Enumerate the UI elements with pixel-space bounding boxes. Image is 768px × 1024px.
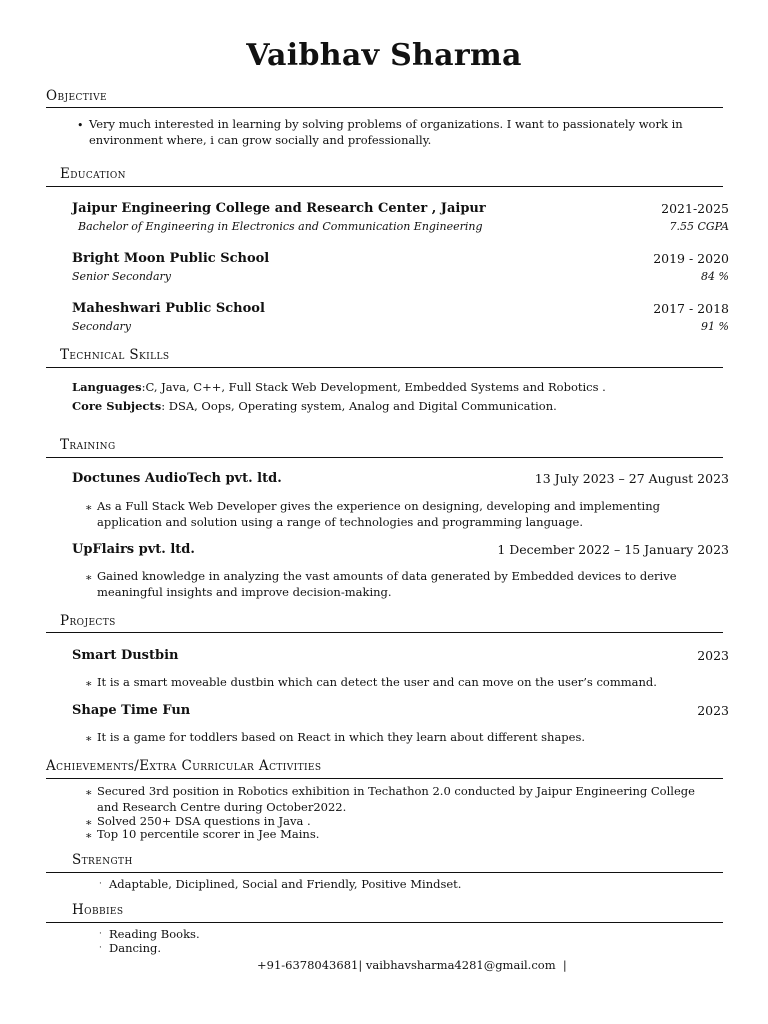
star-bullet-icon: ∗: [85, 677, 93, 690]
project-year: 2023: [697, 648, 729, 663]
skills-languages: [72, 380, 606, 396]
education-school: Maheshwari Public School: [72, 301, 265, 316]
achievement-item: Solved 250+ DSA questions in Java .: [97, 814, 311, 828]
project-year: 2023: [697, 703, 729, 718]
skills-core: [72, 399, 557, 415]
training-company: Doctunes AudioTech pvt. ltd.: [72, 471, 282, 486]
project-desc: It is a game for toddlers based on React in which they learn about different shapes.: [97, 730, 586, 744]
education-dates: 2017 - 2018: [653, 301, 729, 316]
section-title-education: Education: [60, 166, 126, 182]
candidate-name: Vaibhav Sharma: [246, 38, 522, 73]
dot-bullet-icon: ·: [99, 943, 102, 953]
section-title-training: Training: [60, 437, 116, 453]
section-title-objective: Objective: [46, 88, 107, 104]
star-bullet-icon: ∗: [85, 786, 93, 799]
contact-phone[interactable]: +91-6378043681: [257, 958, 359, 972]
skills-languages-text: :C, Java, C++, Full Stack Web Development, Embedded Systems and Robotics .: [141, 380, 606, 394]
hobby-item: Reading Books.: [109, 927, 200, 941]
education-degree: Secondary: [72, 320, 131, 333]
section-title-achievements: Achievements/Extra Curricular Activities: [46, 758, 322, 774]
project-name: Smart Dustbin: [72, 648, 179, 663]
star-bullet-icon: ∗: [85, 501, 93, 514]
skills-core-label: Core Subjects: [72, 399, 162, 413]
dot-bullet-icon: ·: [99, 879, 102, 889]
star-bullet-icon: ∗: [85, 571, 93, 584]
skills-core-text: : DSA, Oops, Operating system, Analog and Digital Communication.: [161, 399, 557, 413]
section-rule-skills: [46, 367, 723, 368]
section-rule-achievements: [46, 778, 723, 779]
bullet-icon: •: [77, 119, 84, 132]
training-dates: 1 December 2022 – 15 January 2023: [497, 542, 729, 557]
hobby-item: Dancing.: [109, 941, 162, 955]
achievement-item: Top 10 percentile scorer in Jee Mains.: [97, 827, 320, 841]
star-bullet-icon: ∗: [85, 816, 93, 829]
contact-email[interactable]: vaibhavsharma4281@gmail.com: [365, 958, 556, 972]
section-title-projects: Projects: [60, 613, 116, 629]
training-company: UpFlairs pvt. ltd.: [72, 542, 195, 557]
training-dates: 13 July 2023 – 27 August 2023: [534, 471, 729, 486]
section-title-hobbies: Hobbies: [72, 902, 124, 918]
education-degree: Senior Secondary: [72, 270, 172, 283]
star-bullet-icon: ∗: [85, 829, 93, 842]
section-rule-objective: [46, 107, 723, 108]
objective-text: Very much interested in learning by solving problems of organizations. I want to passionately work in environment where, i can grow socially and professionally.: [89, 117, 683, 147]
education-score: 84 %: [701, 270, 729, 283]
education-score: 7.55 CGPA: [669, 220, 729, 233]
training-desc: Gained knowledge in analyzing the vast amounts of data generated by Embedded devices to derive meaningful insights and improve decision-making.: [97, 569, 677, 599]
star-bullet-icon: ∗: [85, 732, 93, 745]
section-rule-education: [46, 186, 723, 187]
education-score: 91 %: [701, 320, 729, 333]
section-rule-hobbies: [46, 922, 723, 923]
education-degree: Bachelor of Engineering in Electronics and Communication Engineering: [78, 220, 483, 233]
training-desc: As a Full Stack Web Developer gives the experience on designing, developing and implementing application and solution using a range of technologies and programming language.: [97, 499, 660, 529]
education-dates: 2021-2025: [661, 201, 729, 216]
section-rule-projects: [46, 632, 723, 633]
project-desc: It is a smart moveable dustbin which can detect the user and can move on the user’s command.: [97, 675, 657, 689]
project-name: Shape Time Fun: [72, 703, 191, 718]
section-rule-training: [46, 457, 723, 458]
section-title-skills: Technical Skills: [60, 347, 170, 363]
contact-line: [257, 958, 567, 974]
education-dates: 2019 - 2020: [653, 251, 729, 266]
contact-separator: |: [358, 958, 363, 972]
achievement-item: Secured 3rd position in Robotics exhibition in Techathon 2.0 conducted by Jaipur Engineering College and Research Centre during October2022.: [97, 784, 695, 814]
skills-languages-label: Languages: [72, 380, 142, 394]
strength-text: Adaptable, Diciplined, Social and Friendly, Positive Mindset.: [109, 877, 462, 891]
dot-bullet-icon: ·: [99, 929, 102, 939]
education-school: Jaipur Engineering College and Research Center , Jaipur: [72, 201, 486, 216]
section-rule-strength: [46, 872, 723, 873]
education-school: Bright Moon Public School: [72, 251, 270, 266]
contact-separator: |: [562, 958, 567, 972]
section-title-strength: Strength: [72, 852, 133, 868]
